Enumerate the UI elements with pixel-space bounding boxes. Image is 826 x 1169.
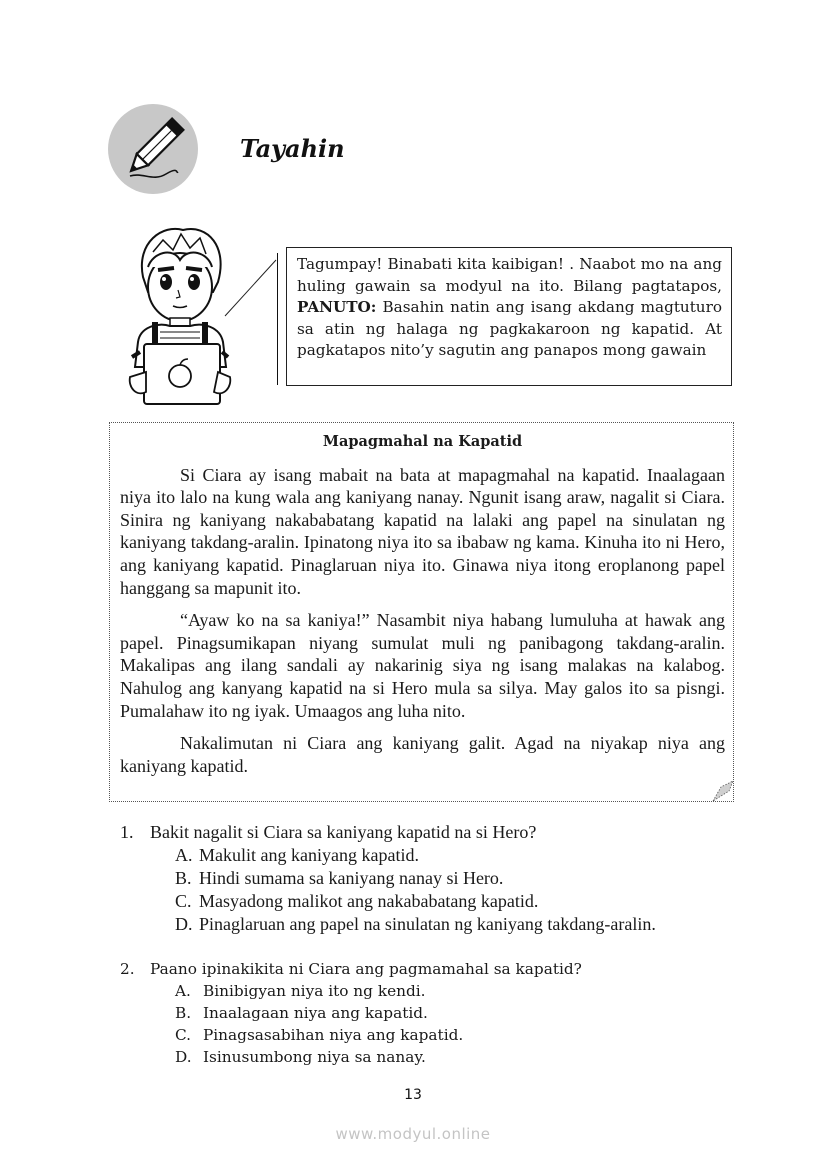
story-paragraph: “Ayaw ko na sa kaniya!” Nasambit niya habang lumuluha at hawak ang papel. Pinagsumikapan niyang sumulat muli ng panibagong takdang-aralin. Makalipas ang ilang sandali ay nakarinig siya ng isang malakas na kalabog. Nahulog ang kanyang kapatid na si Hero mula sa silya. May galos ito sa pisngi. Pumalahaw ito ng iyak. Umaagos ang luha nito.: [120, 610, 725, 721]
instructions-label: PANUTO:: [297, 298, 377, 316]
story-paragraph: Si Ciara ay isang mabait na bata at mapagmahal na kapatid. Inaalagaan niya ito lalo na kung wala ang kaniyang nanay. Ngunit isang araw, nagalit si Ciara. Sinira ng kaniyang nakababatang kapatid na lalaki ang papel na sinulatan ng kaniyang takdang-aralin. Ipinatong niya ito sa ibabaw ng kama. Kinuha ito ni Hero, ang kaniyang kapatid. Pinaglaruan niya ito. Ginawa niya itong eroplanong papel hanggang sa mapunit ito.: [120, 464, 725, 598]
story-box: [109, 422, 734, 802]
question-2: [120, 958, 740, 1078]
answer-option-a[interactable]: A. Makulit ang kaniyang kapatid.: [175, 845, 419, 865]
question-number: 1.: [120, 822, 134, 842]
page-number: 13: [404, 1087, 422, 1103]
answer-option-b[interactable]: B. Inaalagaan niya ang kapatid.: [175, 1004, 428, 1022]
question-1: [120, 821, 740, 941]
instructions-box: [286, 247, 732, 386]
answer-option-c[interactable]: C. Masyadong malikot ang nakababatang kapatid.: [175, 891, 539, 911]
question-number: 2.: [120, 960, 135, 978]
instructions-text-intro: Tagumpay! Binabati kita kaibigan! . Naabot mo na ang huling gawain sa modyul na ito. Bilang pagtatapos,: [297, 255, 722, 295]
question-stem: Bakit nagalit si Ciara sa kaniyang kapatid na si Hero?: [150, 822, 537, 842]
speech-pointer: [220, 250, 280, 320]
answer-option-d[interactable]: D. Pinaglaruan ang papel na sinulatan ng kaniyang takdang-aralin.: [175, 914, 656, 934]
page-curl-icon: [709, 779, 735, 803]
answer-option-a[interactable]: A. Binibigyan niya ito ng kendi.: [175, 982, 426, 1000]
story-paragraph: Nakalimutan ni Ciara ang kaniyang galit. Agad na niyakap niya ang kaniyang kapatid.: [120, 733, 725, 776]
pencil-icon: [108, 104, 198, 194]
speech-bubble-line: [277, 253, 278, 385]
answer-option-d[interactable]: D. Isinusumbong niya sa nanay.: [175, 1048, 426, 1066]
answer-option-c[interactable]: C. Pinagsasabihan niya ang kapatid.: [175, 1026, 464, 1044]
story-title: Mapagmahal na Kapatid: [322, 433, 523, 450]
watermark: www.modyul.online: [335, 1125, 491, 1143]
question-stem: Paano ipinakikita ni Ciara ang pagmamahal sa kapatid?: [150, 960, 582, 978]
instructions-text-body: Basahin natin ang isang akdang magtuturo sa atin ng halaga ng pagkakaroon ng kapatid. At pagkatapos nito’y sagutin ang panapos mong gawain: [297, 298, 722, 359]
section-title: Tayahin: [240, 134, 345, 163]
answer-option-b[interactable]: B. Hindi sumama sa kaniyang nanay si Hero.: [175, 868, 504, 888]
